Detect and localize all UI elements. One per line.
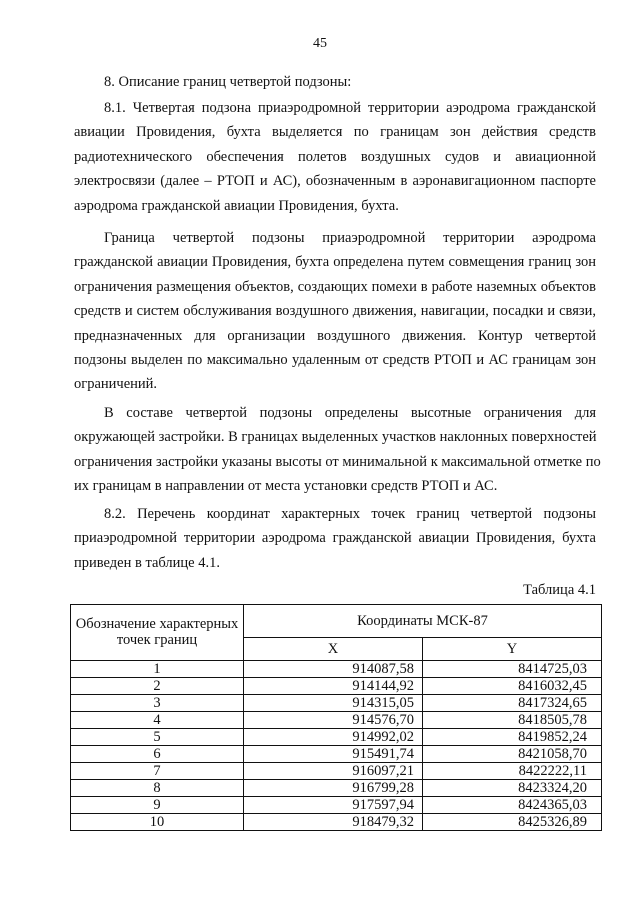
table-row bbox=[71, 729, 602, 746]
coord-x: 914087,58 bbox=[244, 661, 423, 678]
text-line: авиации Провидения, бухта выделяется по границам зон действия средств bbox=[74, 124, 596, 141]
table-row bbox=[71, 695, 602, 712]
text-line: В составе четвертой подзоны определены высотные ограничения для bbox=[104, 405, 596, 421]
text-line: аэродрома гражданской авиации Провидения, бухта. bbox=[74, 197, 399, 214]
header-y: Y bbox=[423, 638, 602, 661]
paragraph-boundary bbox=[74, 226, 596, 397]
coord-y: 8421058,70 bbox=[423, 746, 602, 763]
coord-x: 914992,02 bbox=[244, 729, 423, 746]
point-number: 3 bbox=[71, 695, 244, 712]
coord-y: 8419852,24 bbox=[423, 729, 602, 746]
table-row bbox=[71, 746, 602, 763]
text-line: подзоны выделен по максимально удаленным от средств РТОП и АС границам зон bbox=[74, 351, 596, 368]
text-line: электросвязи (далее – РТОП и АС), обозначенным в аэронавигационном паспорте bbox=[74, 173, 596, 190]
coord-x: 916097,21 bbox=[244, 763, 423, 780]
text-line: Граница четвертой подзоны приаэродромной территории аэродрома bbox=[104, 230, 596, 246]
point-number: 5 bbox=[71, 729, 244, 746]
text-line: приаэродромной территории аэродрома гражданской авиации Провидения, бухта bbox=[74, 530, 596, 547]
table-row bbox=[71, 712, 602, 729]
point-number: 1 bbox=[71, 661, 244, 678]
table-caption: Таблица 4.1 bbox=[523, 582, 596, 598]
text-line: ограничений. bbox=[74, 376, 158, 393]
text-line: ограничения размещения объектов, создающих помехи в работе наземных объектов bbox=[74, 278, 596, 295]
table-row bbox=[71, 678, 602, 695]
coord-x: 917597,94 bbox=[244, 797, 423, 814]
point-number: 8 bbox=[71, 780, 244, 797]
table-row bbox=[71, 661, 602, 678]
coord-x: 914144,92 bbox=[244, 678, 423, 695]
coord-x: 915491,74 bbox=[244, 746, 423, 763]
text-line: 8.2. Перечень координат характерных точек границ четвертой подзоны bbox=[104, 506, 596, 522]
point-number: 4 bbox=[71, 712, 244, 729]
text-line: ограничения застройки указаны высоты от минимальной к максимальной отметке по bbox=[74, 453, 601, 470]
page-number: 45 bbox=[313, 36, 327, 51]
coord-y: 8422222,11 bbox=[423, 763, 602, 780]
coord-y: 8423324,20 bbox=[423, 780, 602, 797]
point-number: 7 bbox=[71, 763, 244, 780]
section-heading-block bbox=[74, 70, 596, 94]
section-heading: 8. Описание границ четвертой подзоны: bbox=[104, 74, 352, 90]
paragraph-8-2 bbox=[74, 502, 596, 575]
paragraph-limits bbox=[74, 401, 601, 499]
coord-y: 8417324,65 bbox=[423, 695, 602, 712]
coord-y: 8416032,45 bbox=[423, 678, 602, 695]
text-line: их границам в направлении от места установки средств РТОП и АС. bbox=[74, 478, 498, 495]
point-number: 10 bbox=[71, 814, 244, 831]
header-point-designation: Обозначение характерных точек границ bbox=[71, 605, 244, 661]
table-row bbox=[71, 814, 602, 831]
text-line: гражданской авиации Провидения, бухта определена путем совмещения границ зон bbox=[74, 254, 596, 271]
coord-y: 8418505,78 bbox=[423, 712, 602, 729]
table-row bbox=[71, 797, 602, 814]
text-line: предназначенных для организации воздушного движения. Контур четвертой bbox=[74, 327, 596, 344]
coord-y: 8424365,03 bbox=[423, 797, 602, 814]
header-coordinate-system: Координаты МСК-87 bbox=[244, 605, 602, 638]
paragraph-8-1 bbox=[74, 96, 596, 218]
table-row bbox=[71, 780, 602, 797]
text-line: средств и систем обслуживания воздушного движения, навигации, посадки и связи, bbox=[74, 303, 596, 320]
coord-y: 8425326,89 bbox=[423, 814, 602, 831]
text-line: окружающей застройки. В границах выделенных участков наклонных поверхностей bbox=[74, 429, 597, 446]
header-x: X bbox=[244, 638, 423, 661]
text-line: приведен в таблице 4.1. bbox=[74, 554, 220, 571]
coord-x: 918479,32 bbox=[244, 814, 423, 831]
table-body bbox=[71, 661, 602, 831]
text-line: 8.1. Четвертая подзона приаэродромной территории аэродрома гражданской bbox=[104, 100, 596, 116]
coord-x: 914315,05 bbox=[244, 695, 423, 712]
table-row bbox=[71, 763, 602, 780]
coord-y: 8414725,03 bbox=[423, 661, 602, 678]
point-number: 9 bbox=[71, 797, 244, 814]
point-number: 6 bbox=[71, 746, 244, 763]
text-line: радиотехнического обеспечения полетов воздушных судов и авиационной bbox=[74, 148, 596, 165]
coord-x: 916799,28 bbox=[244, 780, 423, 797]
point-number: 2 bbox=[71, 678, 244, 695]
coord-x: 914576,70 bbox=[244, 712, 423, 729]
coordinates-table bbox=[70, 604, 602, 831]
